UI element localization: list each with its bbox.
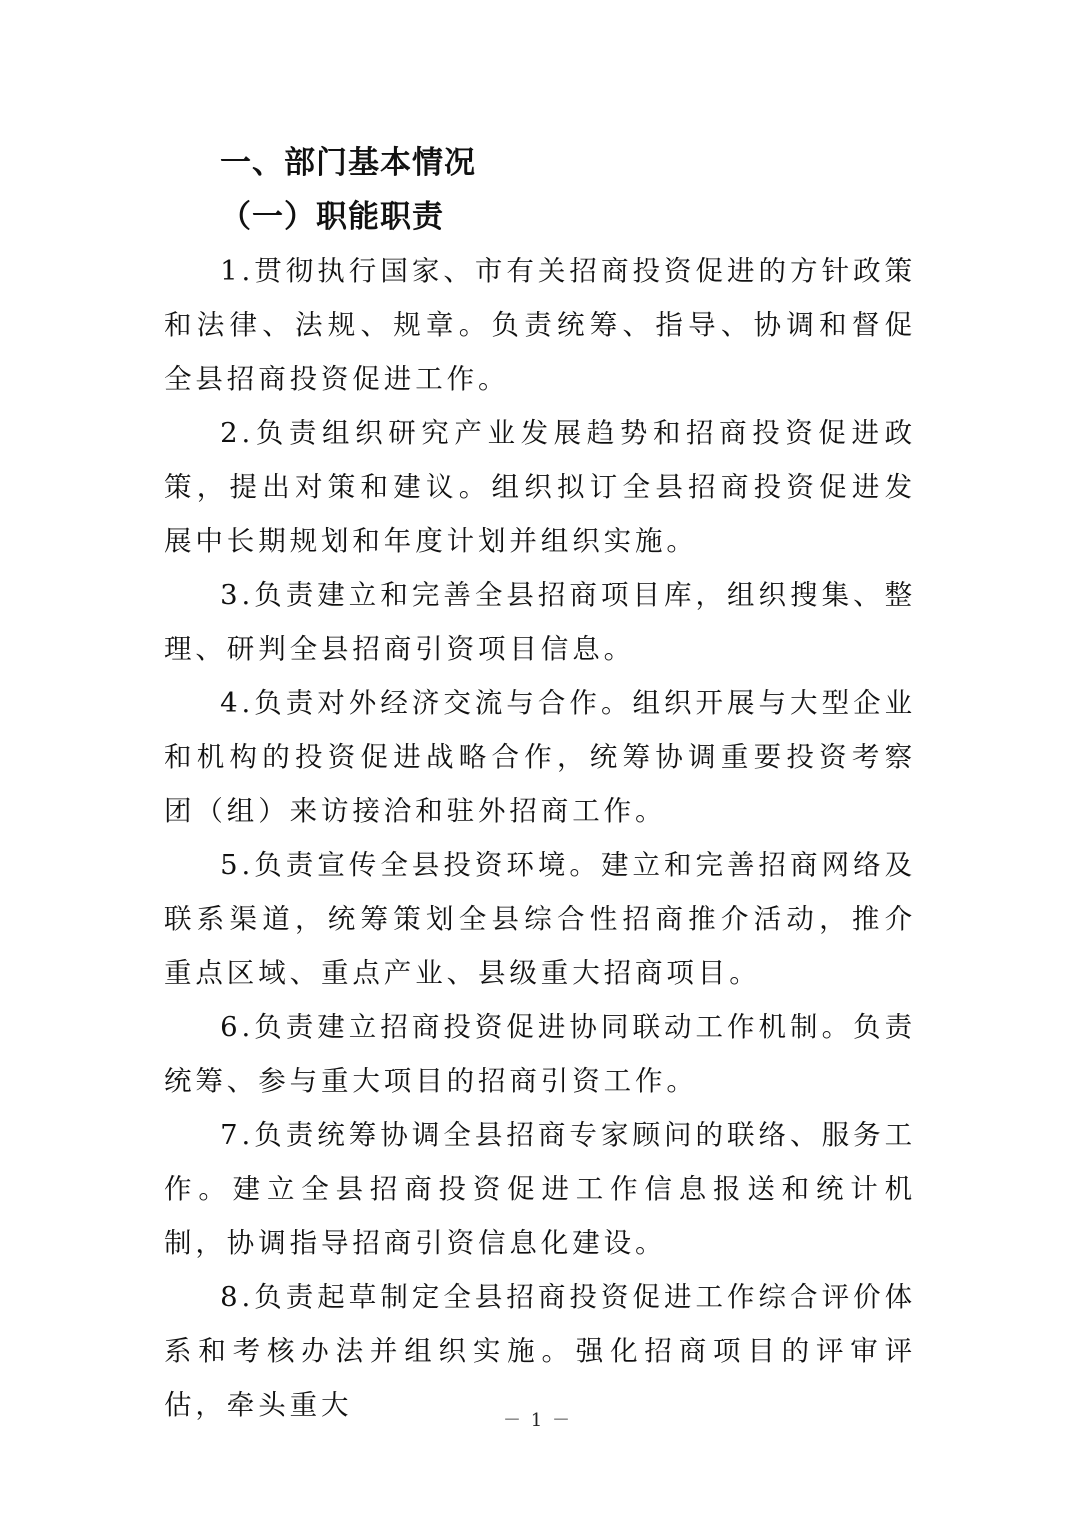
section-heading: 一、部门基本情况 (220, 145, 476, 181)
subsection-heading: （一）职能职责 (220, 199, 444, 235)
paragraph-7: 7.负责统筹协调全县招商专家顾问的联络、服务工作。建立全县招商投资促进工作信息报送和统计机制，协调指导招商引资信息化建设。 (164, 1119, 916, 1259)
page-number: － 1 － (503, 1410, 572, 1431)
paragraph-2: 2.负责组织研究产业发展趋势和招商投资促进政策，提出对策和建议。组织拟订全县招商投资促进发展中长期规划和年度计划并组织实施。 (164, 417, 916, 557)
paragraph-3: 3.负责建立和完善全县招商项目库，组织搜集、整理、研判全县招商引资项目信息。 (164, 579, 916, 665)
paragraph-5: 5.负责宣传全县投资环境。建立和完善招商网络及联系渠道，统筹策划全县综合性招商推介活动，推介重点区域、重点产业、县级重大招商项目。 (164, 849, 916, 989)
paragraph-1: 1.贯彻执行国家、市有关招商投资促进的方针政策和法律、法规、规章。负责统筹、指导、协调和督促全县招商投资促进工作。 (164, 255, 916, 395)
document-body (164, 136, 916, 1432)
paragraph-4: 4.负责对外经济交流与合作。组织开展与大型企业和机构的投资促进战略合作，统筹协调重要投资考察团（组）来访接洽和驻外招商工作。 (164, 687, 916, 827)
paragraph-8: 8.负责起草制定全县招商投资促进工作综合评价体系和考核办法并组织实施。强化招商项目的评审评估，牵头重大 (164, 1281, 916, 1421)
paragraph-6: 6.负责建立招商投资促进协同联动工作机制。负责统筹、参与重大项目的招商引资工作。 (164, 1011, 916, 1097)
